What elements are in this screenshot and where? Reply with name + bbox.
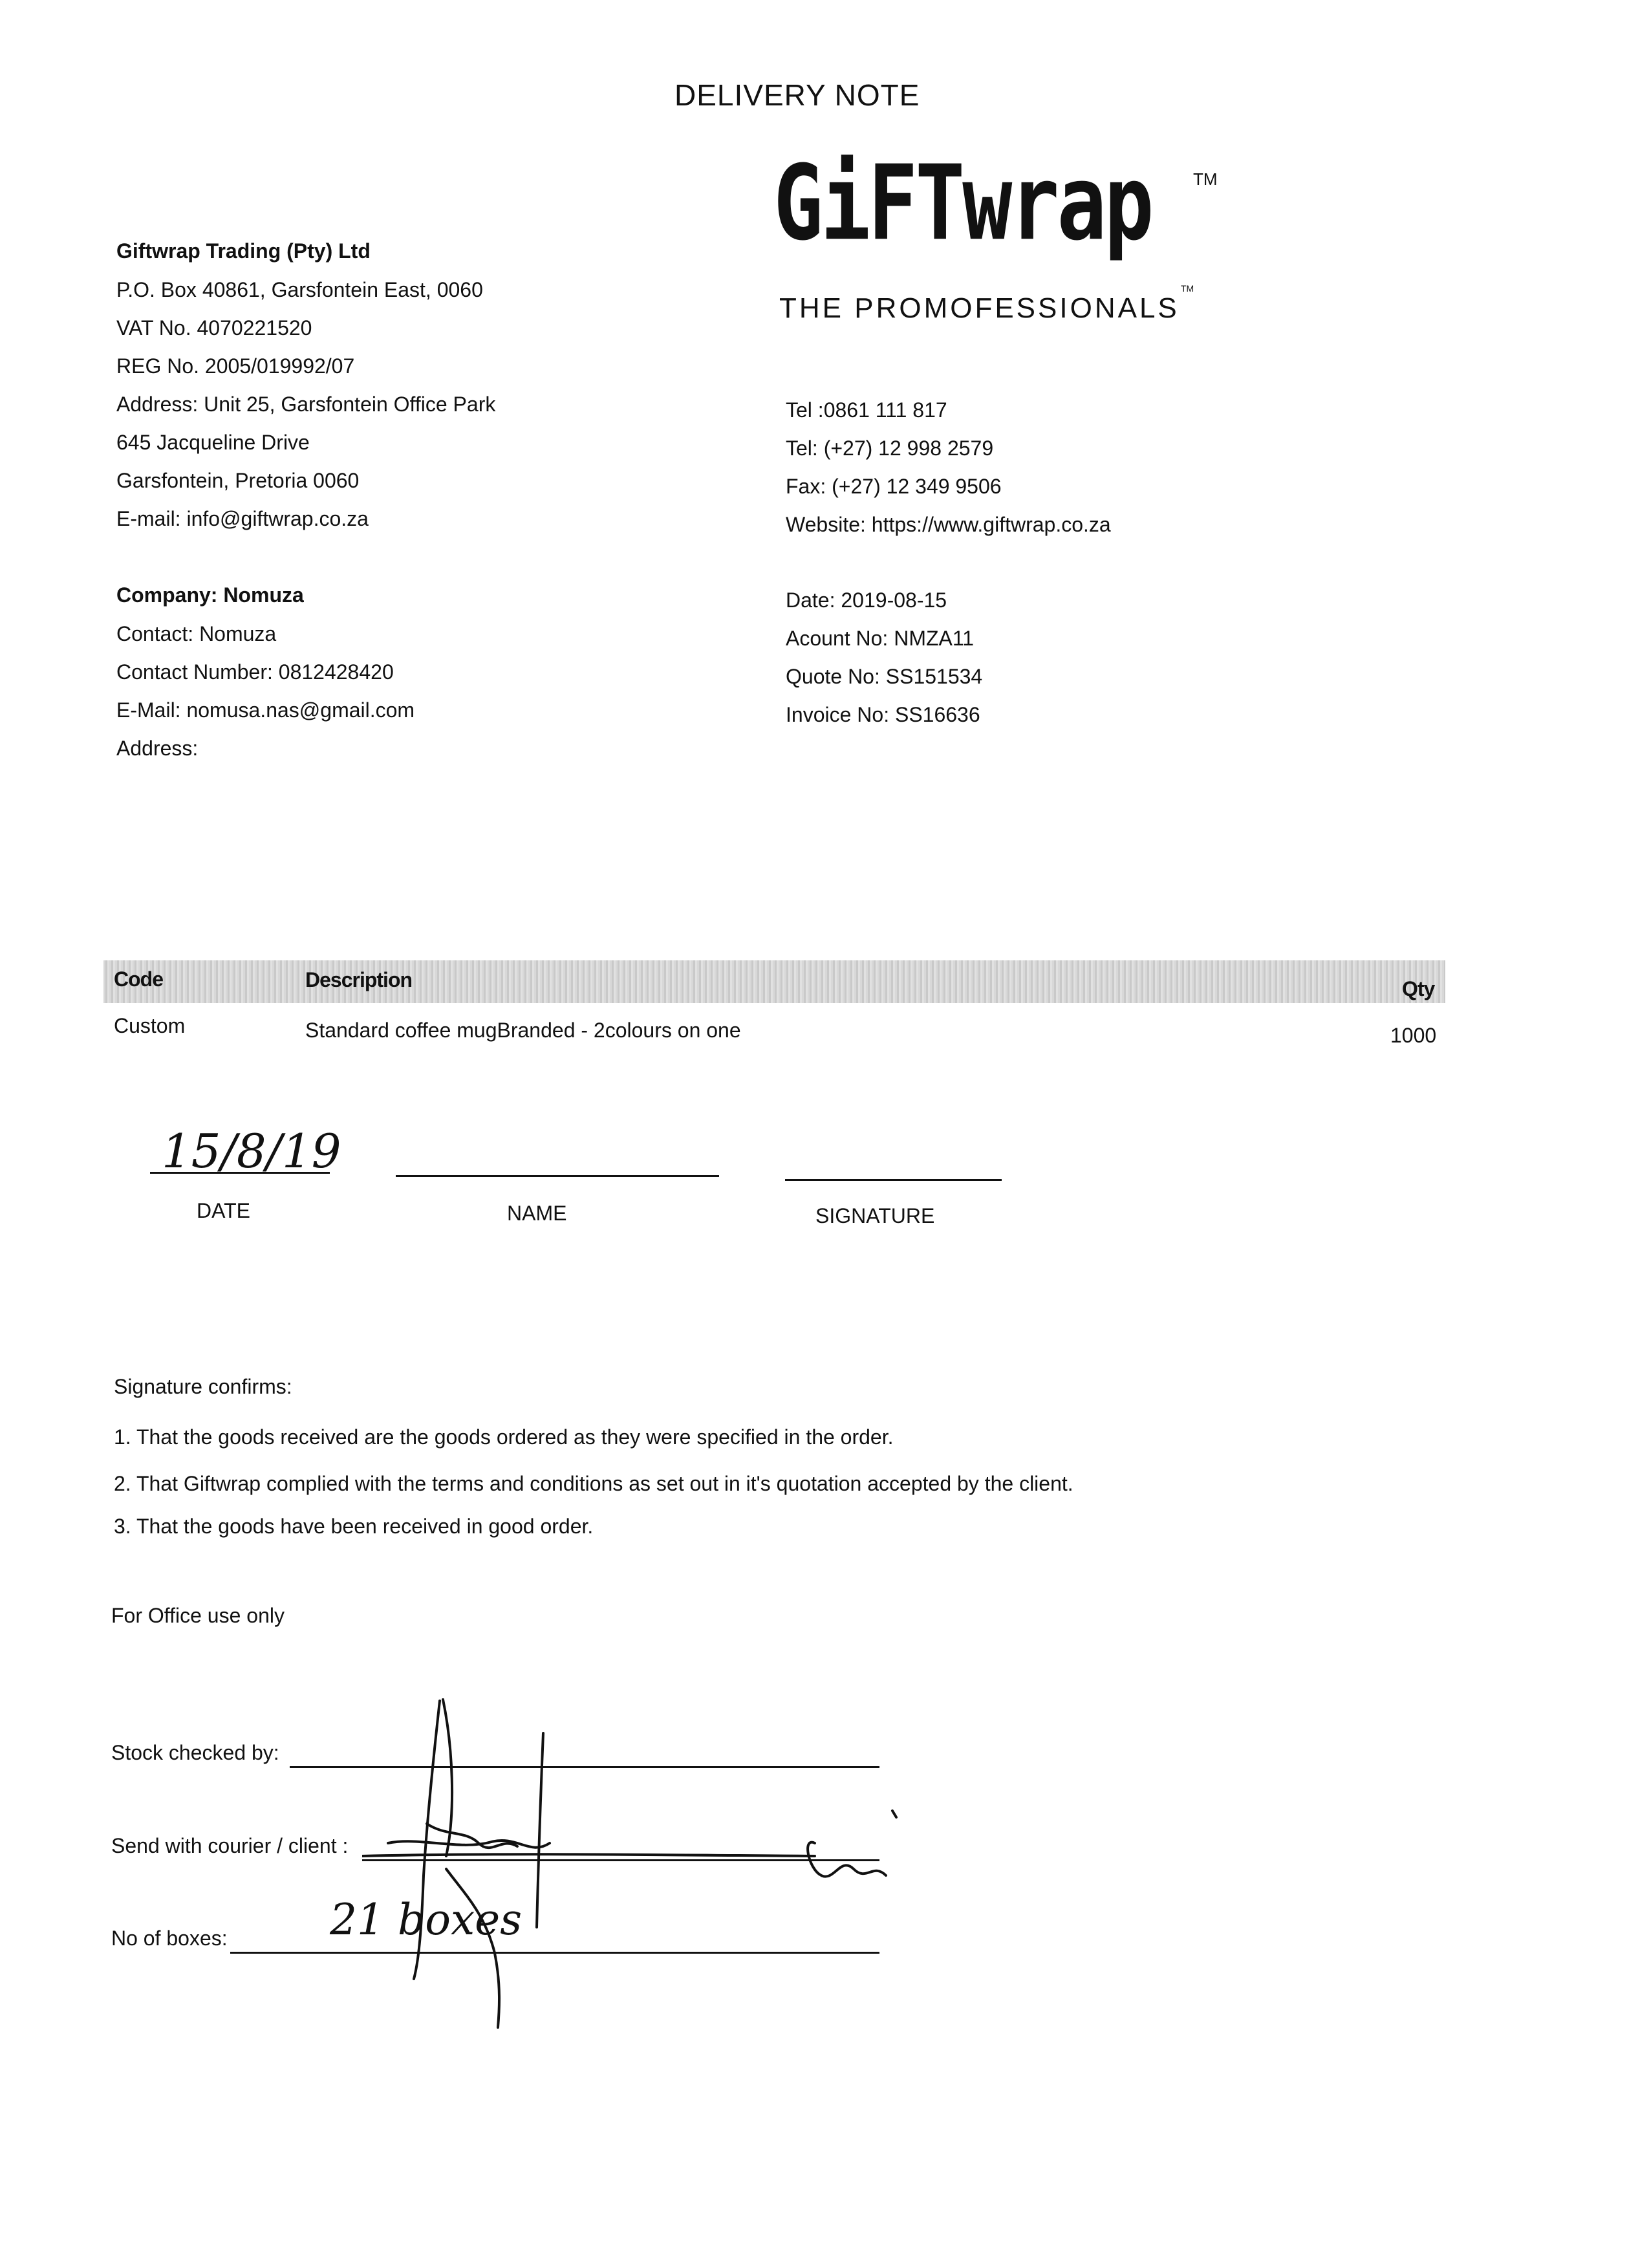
logo-tagline: THE PROMOFESSIONALS (779, 292, 1180, 324)
handwritten-signature (362, 1681, 944, 2031)
header-description: Description (305, 968, 413, 991)
customer-line: E-Mail: nomusa.nas@gmail.com (116, 698, 415, 722)
customer-address: Address: (116, 737, 199, 760)
signature-label: SIGNATURE (815, 1204, 935, 1227)
order-quote: Quote No: SS151534 (786, 665, 983, 688)
supplier-line: Garsfontein, Pretoria 0060 (116, 469, 360, 492)
customer-line: Contact Number: 0812428420 (116, 660, 394, 684)
logo-wordmark: GiFTwrap (773, 143, 1152, 264)
date-line (150, 1172, 330, 1174)
document-title: DELIVERY NOTE (674, 78, 920, 112)
order-account: Acount No: NMZA11 (786, 627, 975, 650)
confirm-item: 2. That Giftwrap complied with the terms and conditions as set out in it's quotation accepted by the client. (114, 1472, 1073, 1495)
contact-website: Website: https://www.giftwrap.co.za (786, 513, 1111, 536)
name-label: NAME (507, 1202, 567, 1225)
header-qty: Qty (1402, 977, 1435, 1000)
contact-line: Tel :0861 111 817 (786, 398, 947, 422)
courier-label: Send with courier / client : (111, 1834, 349, 1857)
supplier-email: E-mail: info@giftwrap.co.za (116, 507, 369, 530)
confirm-item: 3. That the goods have been received in good order. (114, 1515, 594, 1538)
supplier-line: 645 Jacqueline Drive (116, 431, 310, 454)
boxes-label: No of boxes: (111, 1927, 228, 1950)
row-qty: 1000 (1390, 1024, 1437, 1047)
handwritten-date: 15/8/19 (162, 1124, 341, 1178)
row-code: Custom (114, 1014, 186, 1037)
date-label: DATE (197, 1199, 250, 1222)
office-heading: For Office use only (111, 1604, 285, 1627)
logo-trademark: TM (1193, 169, 1218, 189)
tagline-trademark: TM (1181, 283, 1194, 294)
signature-line (785, 1179, 1002, 1181)
supplier-name: Giftwrap Trading (Pty) Ltd (116, 239, 371, 263)
contact-line: Tel: (+27) 12 998 2579 (786, 437, 994, 460)
order-invoice: Invoice No: SS16636 (786, 703, 980, 726)
customer-company: Company: Nomuza (116, 583, 304, 607)
name-line (396, 1175, 719, 1177)
customer-line: Contact: Nomuza (116, 622, 277, 645)
row-description: Standard coffee mugBranded - 2colours on one (305, 1019, 741, 1042)
contact-line: Fax: (+27) 12 349 9506 (786, 475, 1002, 498)
supplier-line: Address: Unit 25, Garsfontein Office Park (116, 393, 496, 416)
supplier-line: REG No. 2005/019992/07 (116, 354, 355, 378)
order-date: Date: 2019-08-15 (786, 589, 947, 612)
supplier-line: P.O. Box 40861, Garsfontein East, 0060 (116, 278, 483, 301)
confirm-item: 1. That the goods received are the goods ordered as they were specified in the order. (114, 1425, 894, 1449)
stock-checked-label: Stock checked by: (111, 1741, 279, 1764)
handwritten-boxes: 21 boxes (330, 1895, 523, 1945)
confirms-heading: Signature confirms: (114, 1375, 292, 1398)
supplier-line: VAT No. 4070221520 (116, 316, 312, 340)
header-code: Code (114, 967, 163, 991)
